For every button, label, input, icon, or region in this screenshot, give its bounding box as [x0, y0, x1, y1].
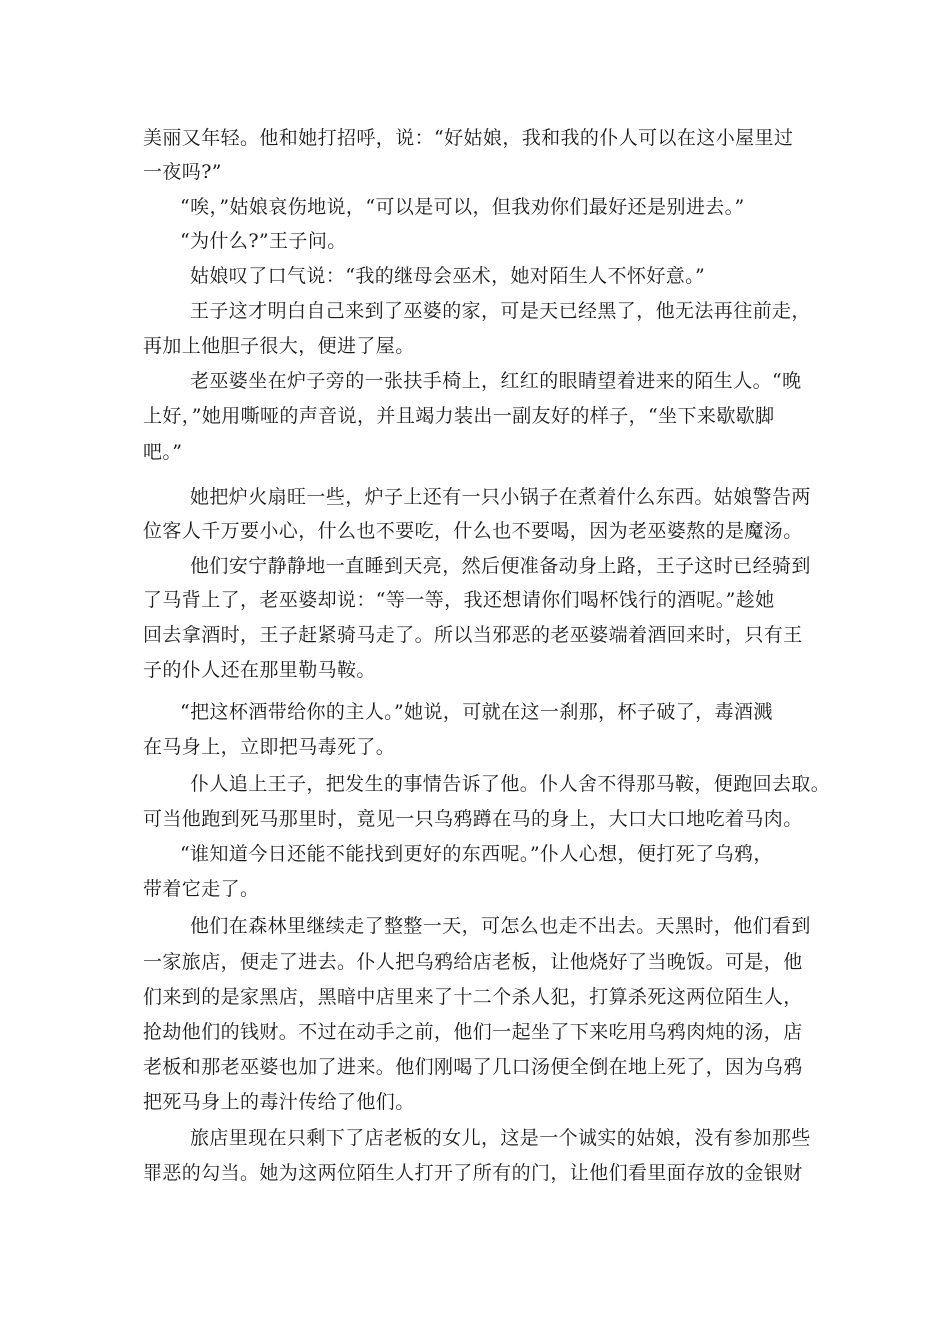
text-line: 旅店里现在只剩下了店老板的女儿，这是一个诚实的姑娘，没有参加那些 [190, 1127, 811, 1149]
text-line: 老巫婆坐在炉子旁的一张扶手椅上，红红的眼睛望着进来的陌生人。“晚 [190, 370, 802, 392]
text-line: 她把炉火扇旺一些，炉子上还有一只小锅子在煮着什么东西。姑娘警告两 [190, 486, 811, 508]
text-line: 在马身上，立即把马毒死了。 [143, 736, 396, 758]
text-line: 仆人追上王子，把发生的事情告诉了他。仆人舍不得那马鞍，便跑回去取。 [190, 773, 831, 795]
text-line: “为什么?”王子问。 [180, 230, 347, 252]
text-line: 可当他跑到死马那里时，竟见一只乌鸦蹲在马的身上，大口大口地吃着马肉。 [143, 808, 803, 830]
text-line: 王子这才明白自己来到了巫婆的家，可是天已经黑了，他无法再往前走， [190, 300, 811, 322]
text-line: 了马背上了，老巫婆却说：“等一等，我还想请你们喝杯饯行的酒呢。”趁她 [143, 589, 775, 611]
text-line: 位客人千万要小心，什么也不要吃，什么也不要喝，因为老巫婆熬的是魔汤。 [143, 520, 803, 542]
text-line: 美丽又年轻。他和她打招呼，说：“好姑娘，我和我的仆人可以在这小屋里过 [143, 127, 794, 149]
text-line: 罪恶的勾当。她为这两位陌生人打开了所有的门，让他们看里面存放的金银财 [143, 1162, 803, 1184]
text-line: 姑娘叹了口气说：“我的继母会巫术，她对陌生人不怀好意。” [190, 265, 706, 287]
text-line: 他们安宁静静地一直睡到天亮，然后便准备动身上路，王子这时已经骑到 [190, 555, 811, 577]
text-line: “唉，”姑娘哀伤地说，“可以是可以，但我劝你们最好还是别进去。” [180, 196, 745, 218]
text-line: 他们在森林里继续走了整整一天，可怎么也走不出去。天黑时，他们看到 [190, 915, 811, 937]
text-line: 吧。” [143, 441, 183, 463]
text-line: 一夜吗?” [143, 161, 222, 183]
text-line: 抢劫他们的钱财。不过在动手之前，他们一起坐了下来吃用乌鸦肉炖的汤，店 [143, 1021, 803, 1043]
text-line: 回去拿酒时，王子赶紧骑马走了。所以当邪恶的老巫婆端着酒回来时，只有王 [143, 624, 803, 646]
text-line: 一家旅店，便走了进去。仆人把乌鸦给店老板，让他烧好了当晚饭。可是，他 [143, 951, 803, 973]
text-line: “把这杯酒带给你的主人。”她说，可就在这一刹那，杯子破了，毒酒溅 [180, 701, 773, 723]
text-line: 们来到的是家黑店，黑暗中店里来了十二个杀人犯，打算杀死这两位陌生人， [143, 986, 803, 1008]
text-line: 再加上他胆子很大，便进了屋。 [143, 335, 415, 357]
text-line: 老板和那老巫婆也加了进来。他们刚喝了几口汤便全倒在地上死了，因为乌鸦 [143, 1056, 803, 1078]
text-line: 把死马身上的毒汁传给了他们。 [143, 1091, 415, 1113]
text-line: “谁知道今日还能不能找到更好的东西呢。”仆人心想，便打死了乌鸦， [180, 843, 773, 865]
text-line: 子的仆人还在那里勒马鞍。 [143, 659, 376, 681]
text-line: 带着它走了。 [143, 878, 260, 900]
text-line: 上好，”她用嘶哑的声音说，并且竭力装出一副友好的样子，“坐下来歇歇脚 [143, 405, 775, 427]
